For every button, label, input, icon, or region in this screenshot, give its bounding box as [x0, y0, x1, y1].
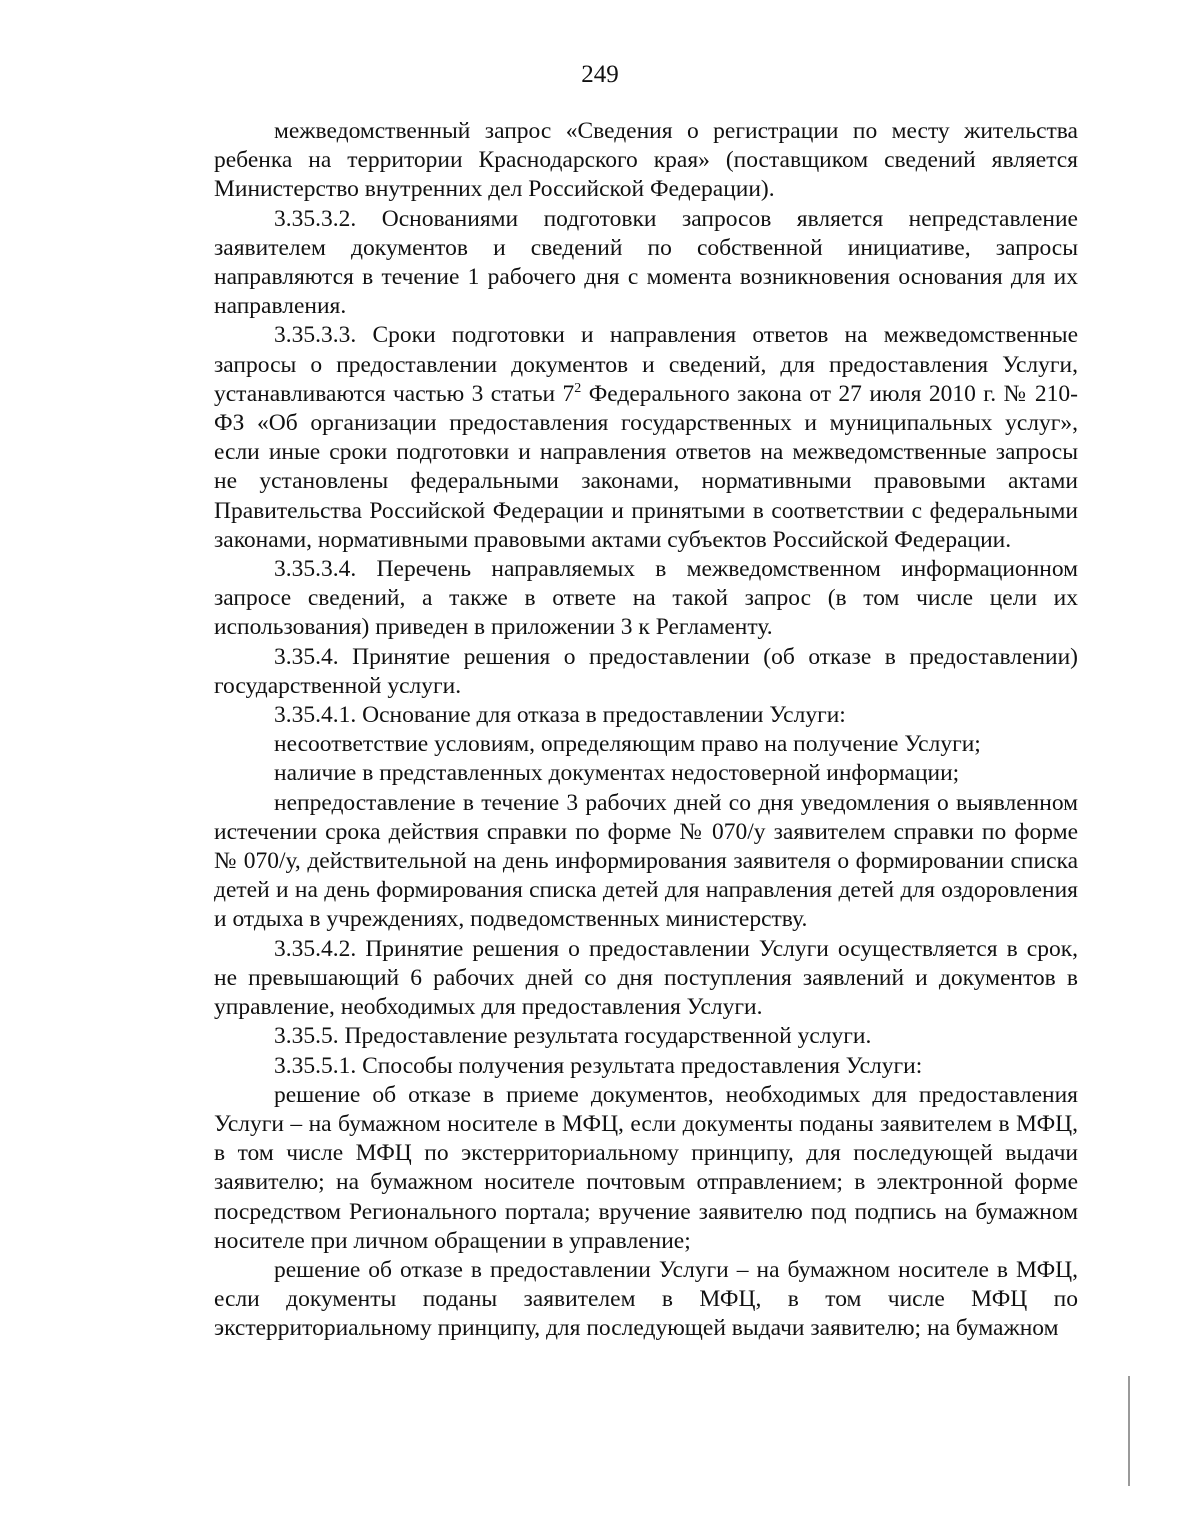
paragraph-3-35-4-2: 3.35.4.2. Принятие решения о предоставлении Услуги осуществляется в срок, не превышающий 6 рабочих дней со дня поступления заявлений и документов в управление, необходимых для предоставления Услуги. [214, 935, 1078, 1021]
paragraph-intro: межведомственный запрос «Сведения о регистрации по месту жительства ребенка на территории Краснодарского края» (поставщиком сведений является Министерство внутренних дел Российской Федерации). [214, 118, 1078, 203]
paragraph-3-35-3-3-part2: Федерального закона от 27 июля 2010 г. № 210-ФЗ «Об организации предоставления государственных и муниципальных услуг», если иные сроки подготовки и направления ответов на межведомственные запросы не установлены федеральными законами, нормативными правовыми актами Правительства Российской Федерации и принятыми в соответствии с федеральными законами, нормативными правовыми актами субъектов Российской Федерации. [214, 380, 1078, 553]
list-item-refusal-ground-1: несоответствие условиям, определяющим право на получение Услуги; [274, 731, 981, 758]
paragraph-3-35-5-1: 3.35.5.1. Способы получения результата предоставления Услуги: [274, 1052, 923, 1079]
list-item-result-method-2: решение об отказе в предоставлении Услуги – на бумажном носителе в МФЦ, если документы поданы заявителем в МФЦ, в том числе МФЦ по экстерриториальному принципу, для последующей выдачи заявителю; на бумажном [214, 1256, 1078, 1342]
scan-margin-line [1128, 1376, 1130, 1486]
paragraph-3-35-3-3 [214, 321, 1078, 555]
document-body [214, 117, 1078, 1344]
paragraph-3-35-4: 3.35.4. Принятие решения о предоставлении (об отказе в предоставлении) государственной услуги. [214, 643, 1078, 699]
paragraph-3-35-3-4: 3.35.3.4. Перечень направляемых в межведомственном информационном запросе сведений, а также в ответе на такой запрос (в том числе цели их использования) приведен в приложении 3 к Регламенту. [214, 556, 1078, 641]
list-item-refusal-ground-2: наличие в представленных документах недостоверной информации; [274, 760, 960, 787]
superscript-article-number: 2 [574, 381, 582, 396]
paragraph-3-35-3-3-part1: 3.35.3.3. Сроки подготовки и направления ответов на межведомственные запросы о предоставлении документов и сведений, для предоставления Услуги, устанавливаются частью 3 статьи 7 [214, 322, 1078, 407]
paragraph-3-35-4-1: 3.35.4.1. Основание для отказа в предоставлении Услуги: [274, 702, 846, 729]
list-item-refusal-ground-3: непредоставление в течение 3 рабочих дней со дня уведомления о выявленном истечении срока действия справки по форме № 070/у заявителем справки по форме № 070/у, действительной на день информирования заявителя о формировании списка детей и на день формирования списка детей для направления детей для оздоровления и отдыха в учреждениях, подведомственных министерству. [214, 789, 1078, 933]
paragraph-3-35-5: 3.35.5. Предоставление результата государственной услуги. [274, 1023, 872, 1050]
list-item-result-method-1: решение об отказе в приеме документов, необходимых для предоставления Услуги – на бумажном носителе в МФЦ, если документы поданы заявителем в МФЦ, в том числе МФЦ по экстерриториальному принципу, для последующей выдачи заявителю; на бумажном носителе почтовым отправлением; в электронной форме посредством Регионального портала; вручение заявителю под подпись на бумажном носителе при личном обращении в управление; [214, 1081, 1078, 1254]
paragraph-3-35-3-2: 3.35.3.2. Основаниями подготовки запросов является непредставление заявителем документов и сведений по собственной инициативе, запросы направляются в течение 1 рабочего дня с момента возникновения основания для их направления. [214, 205, 1078, 320]
page-number: 249 [581, 61, 619, 88]
